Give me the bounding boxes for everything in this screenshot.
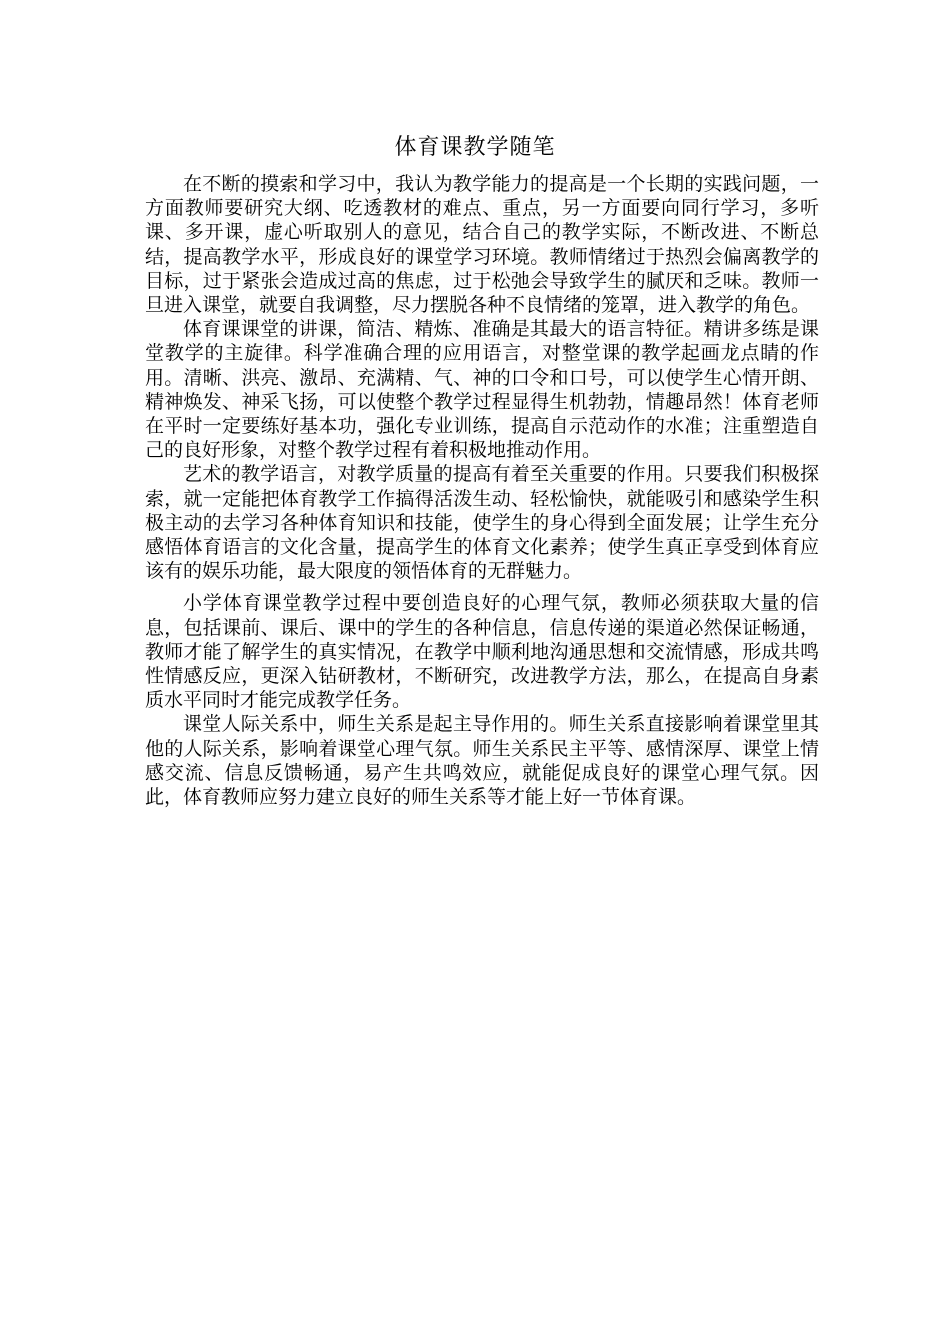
paragraph-5: 课堂人际关系中，师生关系是起主导作用的。师生关系直接影响着课堂里其他的人际关系，影响着课堂心理气氛。师生关系民主平等、感情深厚、课堂上情感交流、信息反馈畅通，易产生共鸣效应，就能促成良好的课堂心理气氛。因此，体育教师应努力建立良好的师生关系等才能上好一节体育课。 [145, 713, 819, 809]
paragraph-1: 在不断的摸索和学习中，我认为教学能力的提高是一个长期的实践问题，一方面教师要研究大纲、吃透教材的难点、重点，另一方面要向同行学习，多听课、多开课，虚心听取别人的意见，结合自己的教学实际，不断改进、不断总结，提高教学水平，形成良好的课堂学习环境。教师情绪过于热烈会偏离教学的目标，过于紧张会造成过高的焦虑，过于松弛会导致学生的腻厌和乏味。教师一旦进入课堂，就要自我调整，尽力摆脱各种不良情绪的笼罩，进入教学的角色。 [145, 173, 819, 317]
document-title: 体育课教学随笔 [394, 135, 556, 160]
document-body [145, 172, 819, 809]
paragraph-2: 体育课课堂的讲课，简洁、精炼、准确是其最大的语言特征。精讲多练是课堂教学的主旋律。科学准确合理的应用语言，对整堂课的教学起画龙点睛的作用。清晰、洪亮、激昂、充满精、气、神的口令和口号，可以使学生心情开朗、精神焕发、神采飞扬，可以使整个教学过程显得生机勃勃，情趣昂然！体育老师在平时一定要练好基本功，强化专业训练，提高自示范动作的水准；注重塑造自己的良好形象，对整个教学过程有着积极地推动作用。 [145, 318, 819, 462]
paragraph-3: 艺术的教学语言，对教学质量的提高有着至关重要的作用。只要我们积极探索，就一定能把体育教学工作搞得活泼生动、轻松愉快，就能吸引和感染学生积极主动的去学习各种体育知识和技能，使学生的身心得到全面发展；让学生充分感悟体育语言的文化含量，提高学生的体育文化素养；使学生真正享受到体育应该有的娱乐功能，最大限度的领悟体育的无群魅力。 [145, 463, 819, 583]
paragraph-4: 小学体育课堂教学过程中要创造良好的心理气氛，教师必须获取大量的信息，包括课前、课后、课中的学生的各种信息，信息传递的渠道必然保证畅通，教师才能了解学生的真实情况，在教学中顺利地沟通思想和交流情感，形成共鸣性情感反应，更深入钻研教材，不断研究，改进教学方法，那么，在提高自身素质水平同时才能完成教学任务。 [145, 592, 819, 712]
